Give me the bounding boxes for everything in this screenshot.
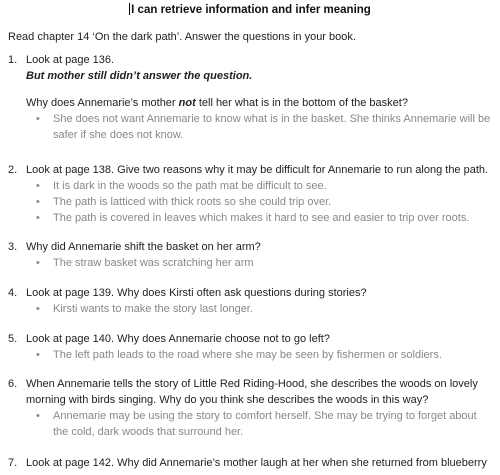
answer-text: Kirsti wants to make the story last longer.: [53, 303, 253, 315]
bullet-icon: •: [36, 349, 40, 361]
bullet-icon: •: [36, 212, 40, 224]
question-number: 3.: [8, 241, 18, 253]
answer-text: The straw basket was scratching her arm: [53, 257, 254, 269]
question-2: [8, 162, 494, 226]
answer-bullet: [36, 111, 494, 143]
question-number: 1.: [8, 54, 18, 66]
question-text: Look at page 142. Why did Annemarie’s mother laugh at her when she returned from blueberry: [26, 457, 487, 469]
answer-bullet: [36, 255, 494, 271]
question-4: [8, 285, 494, 317]
question-number: 7.: [8, 457, 18, 469]
answer-bullet: [36, 408, 494, 440]
question-number: 2.: [8, 164, 18, 176]
answer-text: She does not want Annemarie to know what is in the basket. She thinks Annemarie will be safer if she does not know.: [53, 113, 491, 141]
answer-text: Annemarie may be using the story to comfort herself. She may be trying to forget about the cold, dark woods that surround her.: [53, 410, 477, 438]
question-quote: But mother still didn’t answer the question.: [26, 70, 253, 82]
question-text: Look at page 140. Why does Annemarie choose not to go left?: [26, 333, 330, 345]
bullet-icon: •: [36, 257, 40, 269]
answer-bullet: [36, 210, 494, 226]
question-text: Why did Annemarie shift the basket on her arm?: [26, 241, 261, 253]
answer-bullet: [36, 301, 494, 317]
intro-text: Read chapter 14 ‘On the dark path’. Answer the questions in your book.: [8, 31, 356, 43]
question-1: [8, 52, 494, 143]
question-3: [8, 239, 494, 271]
title-text: I can retrieve information and infer meaning: [131, 4, 371, 16]
bullet-icon: •: [36, 113, 40, 125]
emphasis-not: not: [178, 97, 196, 109]
answer-bullet: [36, 347, 494, 363]
question-text: Look at page 136.: [26, 54, 115, 66]
bullet-icon: •: [36, 196, 40, 208]
question-number: 6.: [8, 378, 18, 390]
bullet-icon: •: [36, 410, 40, 422]
question-number: 4.: [8, 287, 18, 299]
answer-text: It is dark in the woods so the path mat be difficult to see.: [53, 180, 327, 192]
bullet-icon: •: [36, 303, 40, 315]
bullet-icon: •: [36, 180, 40, 192]
question-text: Look at page 139. Why does Kirsti often ask questions during stories?: [26, 287, 367, 299]
question-6: [8, 376, 494, 440]
answer-text: The path is covered in leaves which makes it hard to see and easier to trip over roots.: [53, 212, 470, 224]
question-5: [8, 331, 494, 363]
answer-text: The path is latticed with thick roots so she could trip over.: [53, 196, 332, 208]
question-7: [8, 455, 494, 471]
answer-text: The left path leads to the road where she may be seen by fishermen or soldiers.: [53, 349, 442, 361]
question-text: When Annemarie tells the story of Little Red Riding-Hood, she describes the woods on lovely morning with birds singing. Why do you think she describes the woods in this way?: [26, 378, 478, 406]
page-title: [0, 3, 500, 16]
question-text: Look at page 138. Give two reasons why it may be difficult for Annemarie to run along the path.: [26, 164, 489, 176]
question-number: 5.: [8, 333, 18, 345]
question-subtext: Why does Annemarie’s mother not tell her what is in the bottom of the basket?: [26, 97, 408, 109]
answer-bullet: [36, 178, 494, 194]
answer-bullet: [36, 194, 494, 210]
